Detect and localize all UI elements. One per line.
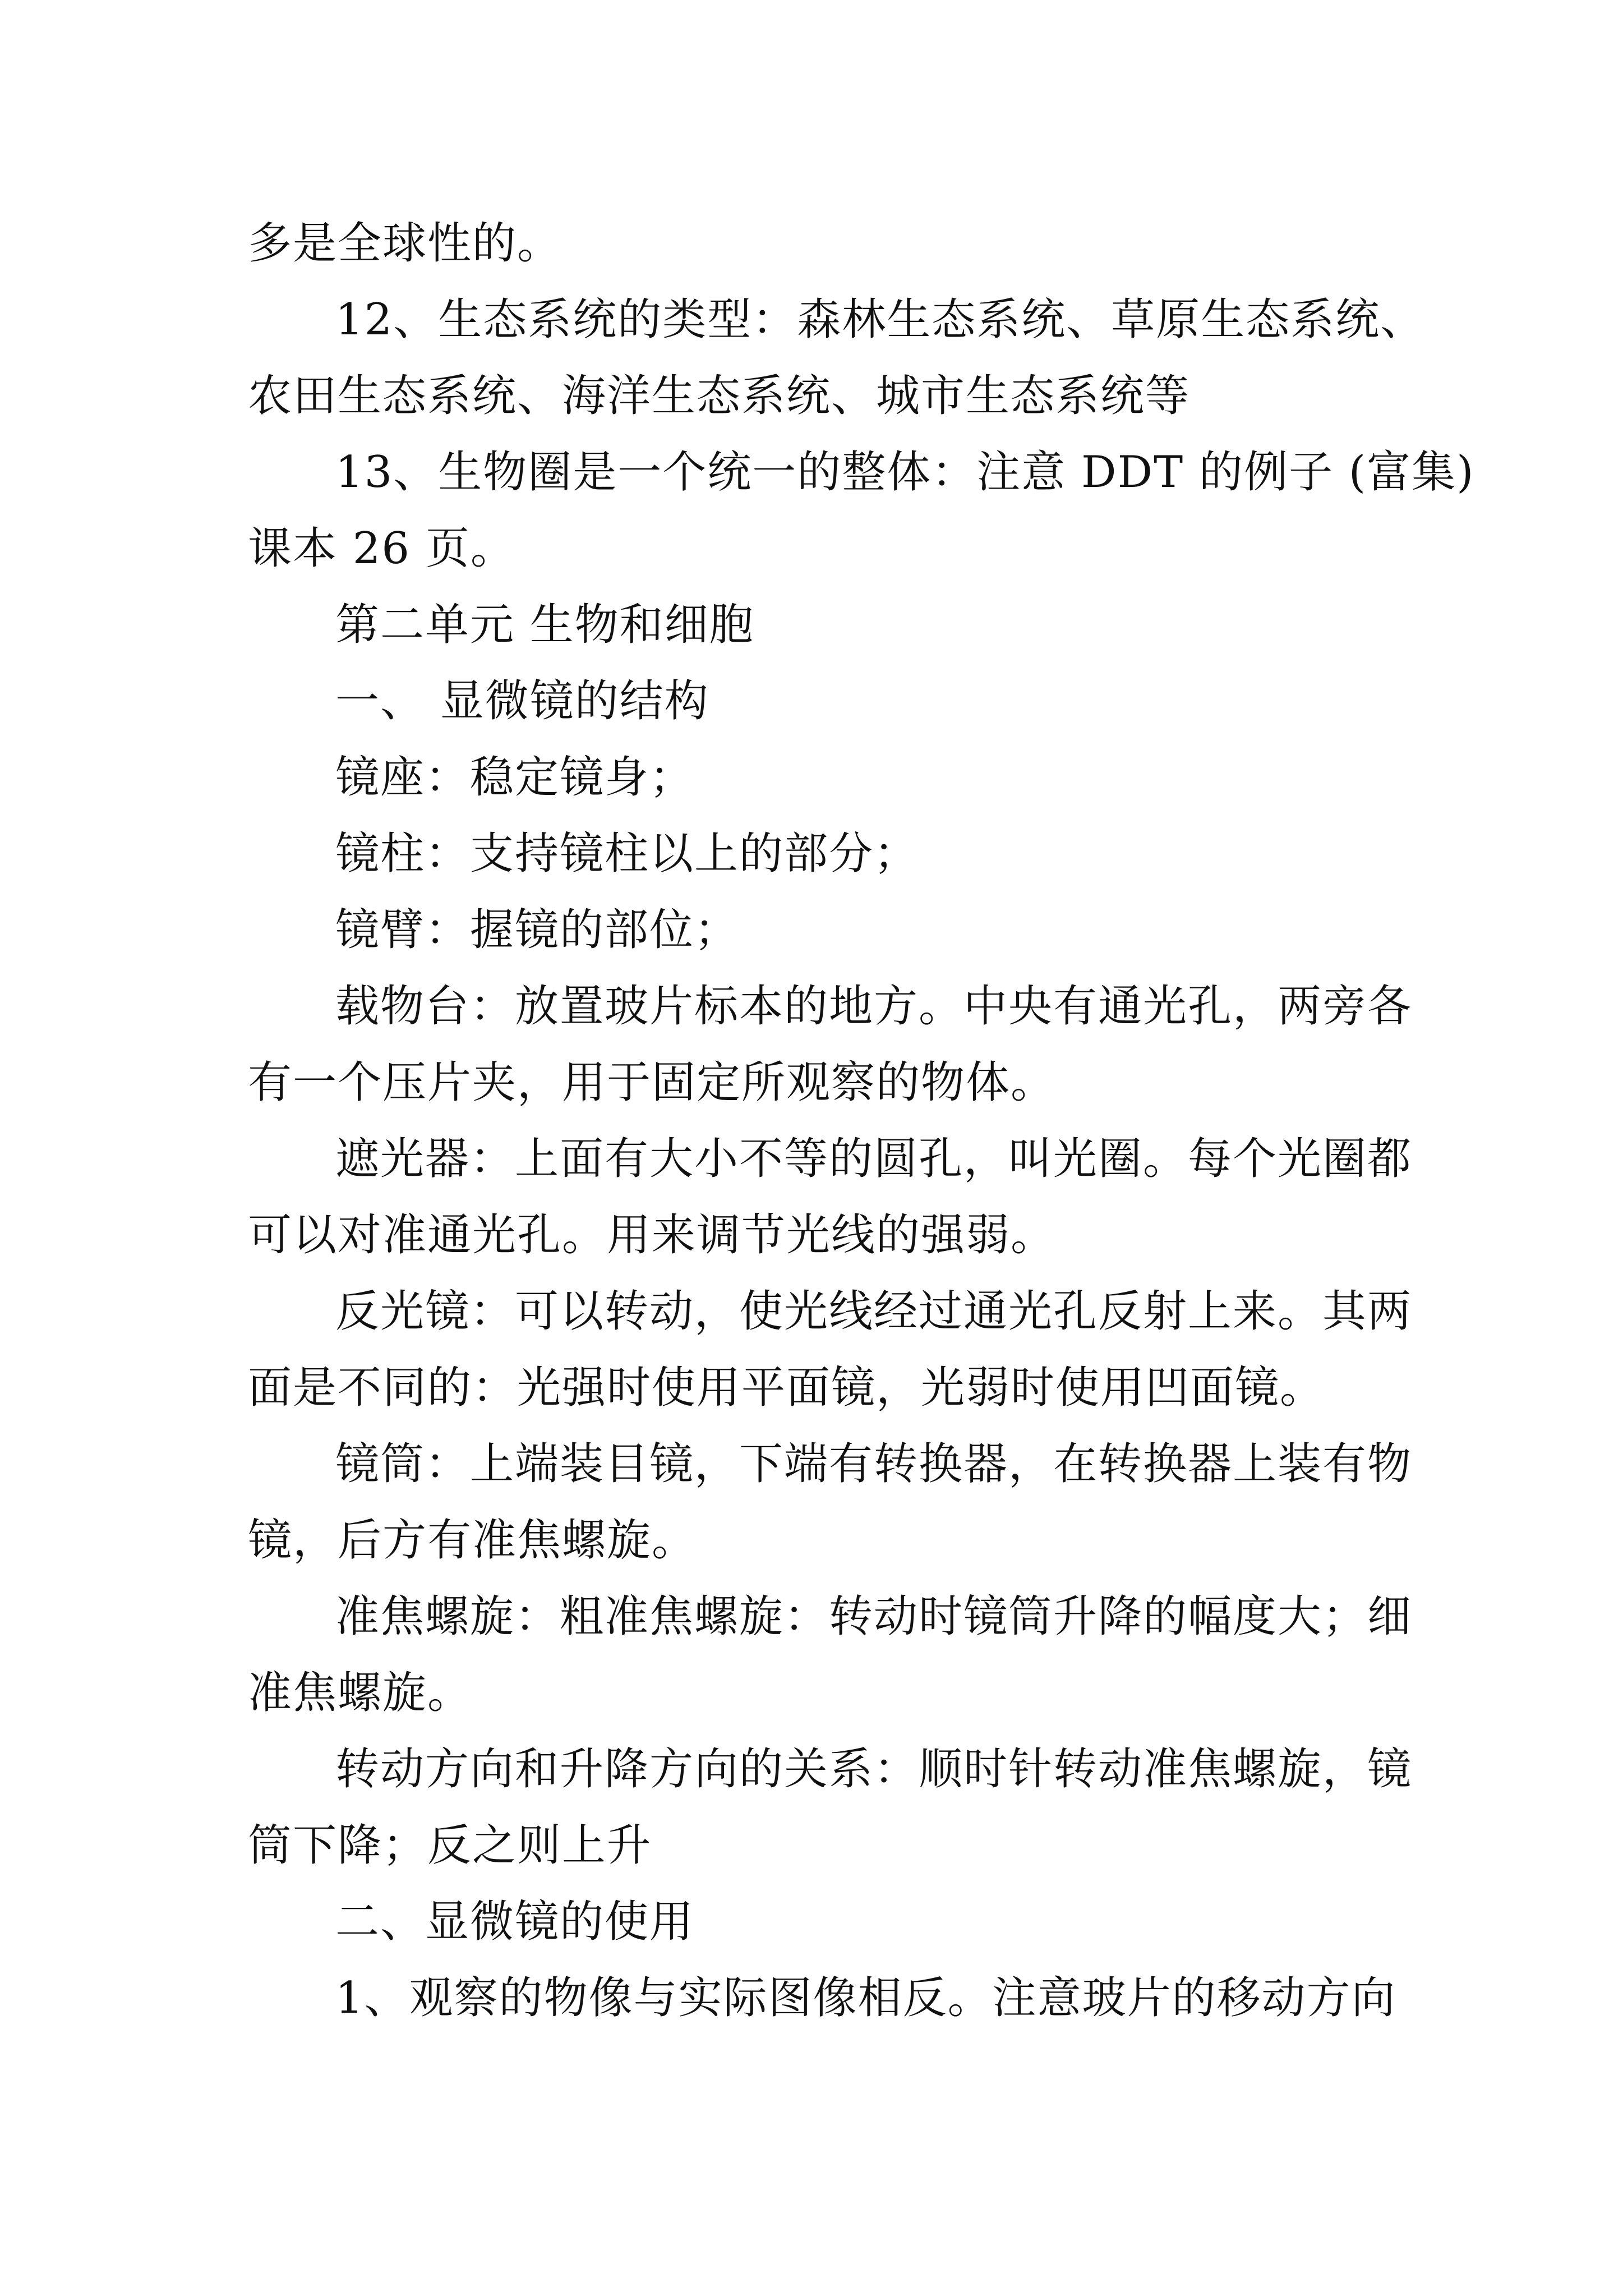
text-line: 镜臂：握镜的部位； bbox=[335, 905, 740, 955]
text-line: 农田生态系统、海洋生态系统、城市生态系统等 bbox=[248, 371, 1191, 421]
text-line: 课本 26 页。 bbox=[248, 523, 515, 574]
subsection-heading: 二、显微镜的使用 bbox=[335, 1897, 695, 1947]
text-line: 有一个压片夹，用于固定所观察的物体。 bbox=[248, 1057, 1056, 1108]
text-line: 镜柱：支持镜柱以上的部分； bbox=[335, 829, 919, 879]
text-line: 1、观察的物像与实际图像相反。注意玻片的移动方向 bbox=[335, 1973, 1396, 2023]
text-line: 镜座：稳定镜身； bbox=[335, 752, 695, 803]
subsection-heading: 一、 显微镜的结构 bbox=[335, 676, 709, 726]
text-line: 遮光器：上面有大小不等的圆孔，叫光圈。每个光圈都 bbox=[335, 1134, 1413, 1184]
text-line: 镜筒：上端装目镜，下端有转换器，在转换器上装有物 bbox=[335, 1439, 1413, 1489]
text-line: 转动方向和升降方向的关系：顺时针转动准焦螺旋，镜 bbox=[335, 1744, 1413, 1795]
text-line: 准焦螺旋：粗准焦螺旋：转动时镜筒升降的幅度大；细 bbox=[335, 1591, 1413, 1642]
text-line: 筒下降；反之则上升 bbox=[248, 1820, 652, 1871]
text-line: 准焦螺旋。 bbox=[248, 1668, 473, 1718]
text-line: 反光镜：可以转动，使光线经过通光孔反射上来。其两 bbox=[335, 1286, 1413, 1337]
section-heading: 第二单元 生物和细胞 bbox=[335, 600, 754, 650]
text-line: 12、生态系统的类型：森林生态系统、草原生态系统、 bbox=[335, 295, 1426, 345]
text-line: 多是全球性的。 bbox=[248, 218, 562, 269]
text-line: 镜，后方有准焦螺旋。 bbox=[248, 1515, 697, 1566]
text-line: 可以对准通光孔。用来调节光线的强弱。 bbox=[248, 1210, 1056, 1260]
text-line: 13、生物圈是一个统一的整体：注意 DDT 的例子 (富集) bbox=[335, 447, 1475, 498]
text-line: 面是不同的：光强时使用平面镜，光弱时使用凹面镜。 bbox=[248, 1363, 1325, 1413]
text-line: 载物台：放置玻片标本的地方。中央有通光孔，两旁各 bbox=[335, 981, 1413, 1032]
